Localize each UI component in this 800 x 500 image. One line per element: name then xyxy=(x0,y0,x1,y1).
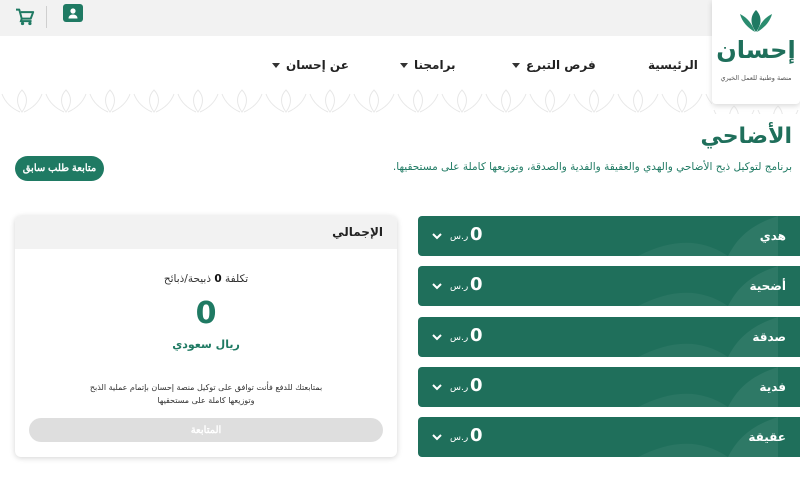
total-amount: 0 xyxy=(195,296,217,331)
product-row-udhiya[interactable] xyxy=(418,266,800,306)
nav-home-label: الرئيسية xyxy=(648,58,698,72)
product-label: فدية xyxy=(759,380,786,394)
top-bar xyxy=(0,0,800,36)
product-unit: ر.س xyxy=(450,433,469,443)
row-leaf-decoration xyxy=(578,266,778,306)
product-row-sadaqa[interactable] xyxy=(418,317,800,357)
logo-leaf-icon xyxy=(734,6,778,38)
consent-note xyxy=(55,381,357,407)
chevron-down-icon[interactable] xyxy=(431,381,443,393)
cost-prefix: تكلفة xyxy=(225,273,249,285)
summary-card xyxy=(15,216,397,457)
product-value: 0 xyxy=(470,425,483,446)
nav-about-label: عن إحسان xyxy=(286,58,349,72)
summary-title: الإجمالي xyxy=(332,225,383,239)
chevron-down-icon xyxy=(272,63,280,68)
user-icon[interactable] xyxy=(63,4,83,22)
product-label: أضحية xyxy=(749,279,786,293)
logo[interactable] xyxy=(712,0,800,104)
product-value: 0 xyxy=(470,274,483,295)
sacrifice-count: 0 xyxy=(214,273,222,285)
nav-programs-label: برامجنا xyxy=(414,58,456,72)
chevron-down-icon xyxy=(512,63,520,68)
cost-line xyxy=(15,273,397,285)
page-title: الأضاحي xyxy=(700,124,792,149)
product-unit: ر.س xyxy=(450,333,469,343)
row-leaf-decoration xyxy=(578,216,778,256)
product-unit: ر.س xyxy=(450,232,469,242)
row-leaf-decoration xyxy=(578,367,778,407)
nav-donation-opportunities[interactable] xyxy=(512,55,596,75)
summary-header xyxy=(15,216,397,249)
product-value: 0 xyxy=(470,325,483,346)
continue-button[interactable]: المتابعة xyxy=(29,418,383,442)
product-value: 0 xyxy=(470,224,483,245)
top-divider xyxy=(46,6,47,28)
consent-note-line2: وتوزيعها كاملة على مستحقيها xyxy=(157,396,255,405)
previous-request-button[interactable]: متابعة طلب سابق xyxy=(15,156,104,181)
logo-name: إحسان xyxy=(716,36,796,64)
chevron-down-icon xyxy=(400,63,408,68)
leaf-pattern xyxy=(712,104,800,114)
leaf-pattern xyxy=(0,88,712,114)
currency-label: ريال سعودي xyxy=(172,338,240,351)
product-row-hady[interactable] xyxy=(418,216,800,256)
nav-donation-label: فرص التبرع xyxy=(526,58,596,72)
consent-note-line1: بمتابعتك للدفع فأنت توافق على توكيل منصة إحسان بإتمام عملية الذبح xyxy=(89,383,323,392)
nav-programs[interactable] xyxy=(400,55,456,75)
product-label: عقيقة xyxy=(748,430,786,444)
nav-home[interactable] xyxy=(648,55,698,75)
chevron-down-icon[interactable] xyxy=(431,331,443,343)
product-label: هدي xyxy=(759,229,786,243)
row-leaf-decoration xyxy=(578,317,778,357)
logo-tagline: منصة وطنية للعمل الخيري xyxy=(720,74,792,82)
page-description: برنامج لتوكيل ذبح الأضاحي والهدي والعقيقة والفدية والصدقة، وتوزيعها كاملة على مستحقيها. xyxy=(392,161,792,173)
nav-about[interactable] xyxy=(272,55,349,75)
cost-suffix: ذبيحة/ذبائح xyxy=(163,273,212,285)
chevron-down-icon[interactable] xyxy=(431,230,443,242)
product-row-aqiqa[interactable] xyxy=(418,417,800,457)
chevron-down-icon[interactable] xyxy=(431,280,443,292)
product-unit: ر.س xyxy=(450,282,469,292)
product-row-fidya[interactable] xyxy=(418,367,800,407)
product-label: صدقة xyxy=(752,330,786,344)
product-value: 0 xyxy=(470,375,483,396)
chevron-down-icon[interactable] xyxy=(431,431,443,443)
cart-icon[interactable] xyxy=(14,6,36,28)
product-unit: ر.س xyxy=(450,383,469,393)
